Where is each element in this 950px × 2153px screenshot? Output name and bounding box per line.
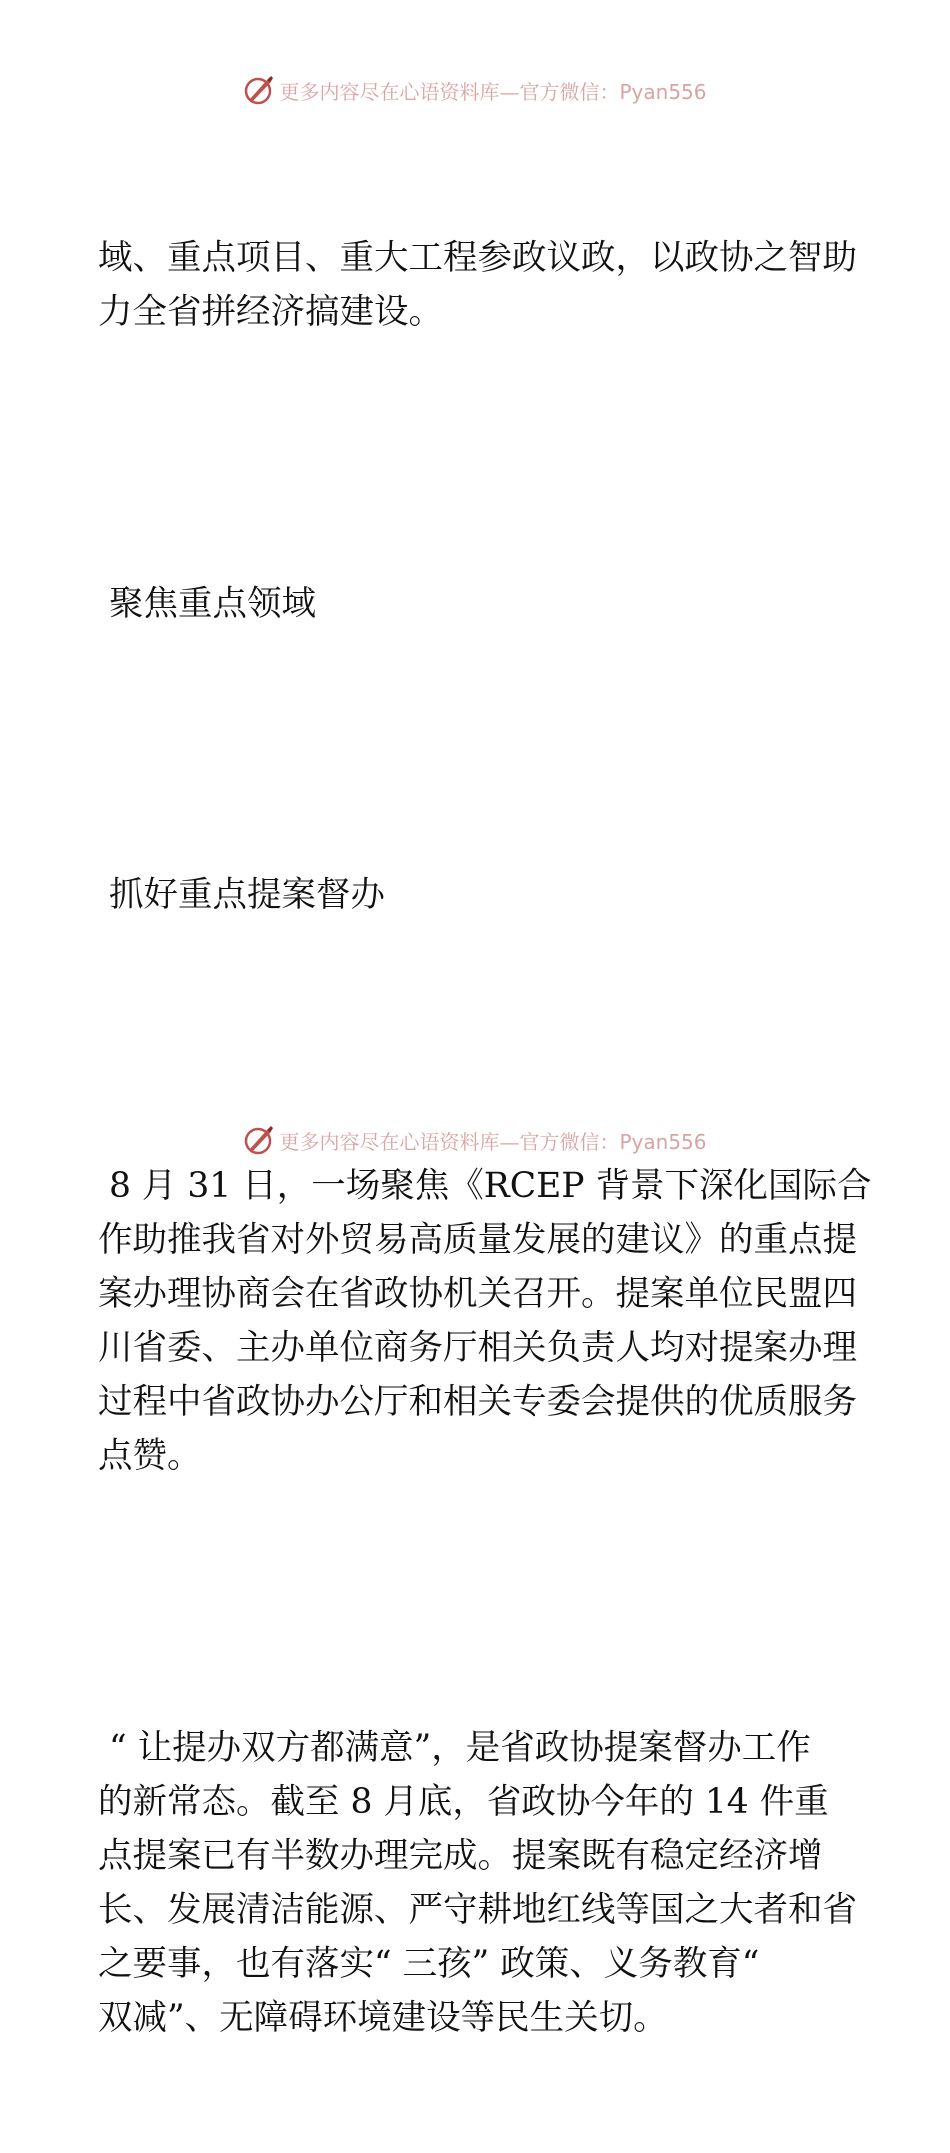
watermark-text: 更多内容尽在心语资料库—官方微信：Pyan556: [279, 79, 707, 104]
text-line: 8 月 31 日，一场聚焦《RCEP 背景下深化国际合: [98, 1166, 872, 1206]
text-line: 案办理协商会在省政协机关召开。提案单位民盟四: [98, 1274, 857, 1314]
text-line: 点赞。: [98, 1436, 202, 1476]
paragraph: [98, 123, 858, 447]
section-heading: [98, 760, 858, 1030]
text-line: 川省委、主办单位商务厅相关负责人均对提案办理: [98, 1328, 857, 1368]
text-line: 长、发展清洁能源、严守耕地红线等国之大者和省: [98, 1890, 857, 1930]
paragraph: [98, 1613, 858, 2153]
footer-watermark: [0, 1120, 950, 1160]
text-line: “ 让提办双方都满意”，是省政协提案督办工作: [98, 1728, 811, 1768]
text-line: 作助推我省对外贸易高质量发展的建议》的重点提: [98, 1220, 857, 1260]
section-heading: [98, 469, 858, 739]
watermark-id: Pyan556: [619, 79, 707, 104]
text-line: 力全省拼经济搞建设。: [98, 292, 443, 332]
heading-text: 抓好重点提案督办: [98, 875, 385, 915]
text-line: 域、重点项目、重大工程参政议政，以政协之智助: [98, 238, 857, 278]
header-watermark: [0, 70, 950, 110]
text-line: 之要事，也有落实“ 三孩” 政策、义务教育“: [98, 1944, 760, 1984]
heading-text: 聚焦重点领域: [98, 584, 316, 624]
watermark-text: 更多内容尽在心语资料库—官方微信：Pyan556: [279, 1129, 707, 1154]
pen-logo-icon: [243, 74, 275, 106]
watermark-id: Pyan556: [619, 1129, 707, 1154]
text-line: 的新常态。截至 8 月底，省政协今年的 14 件重: [98, 1782, 829, 1822]
pen-logo-icon: [243, 1124, 275, 1156]
text-line: 点提案已有半数办理完成。提案既有稳定经济增: [98, 1836, 823, 1876]
text-line: 过程中省政协办公厅和相关专委会提供的优质服务: [98, 1382, 857, 1422]
text-line: 双减”、无障碍环境建设等民生关切。: [98, 1998, 668, 2038]
